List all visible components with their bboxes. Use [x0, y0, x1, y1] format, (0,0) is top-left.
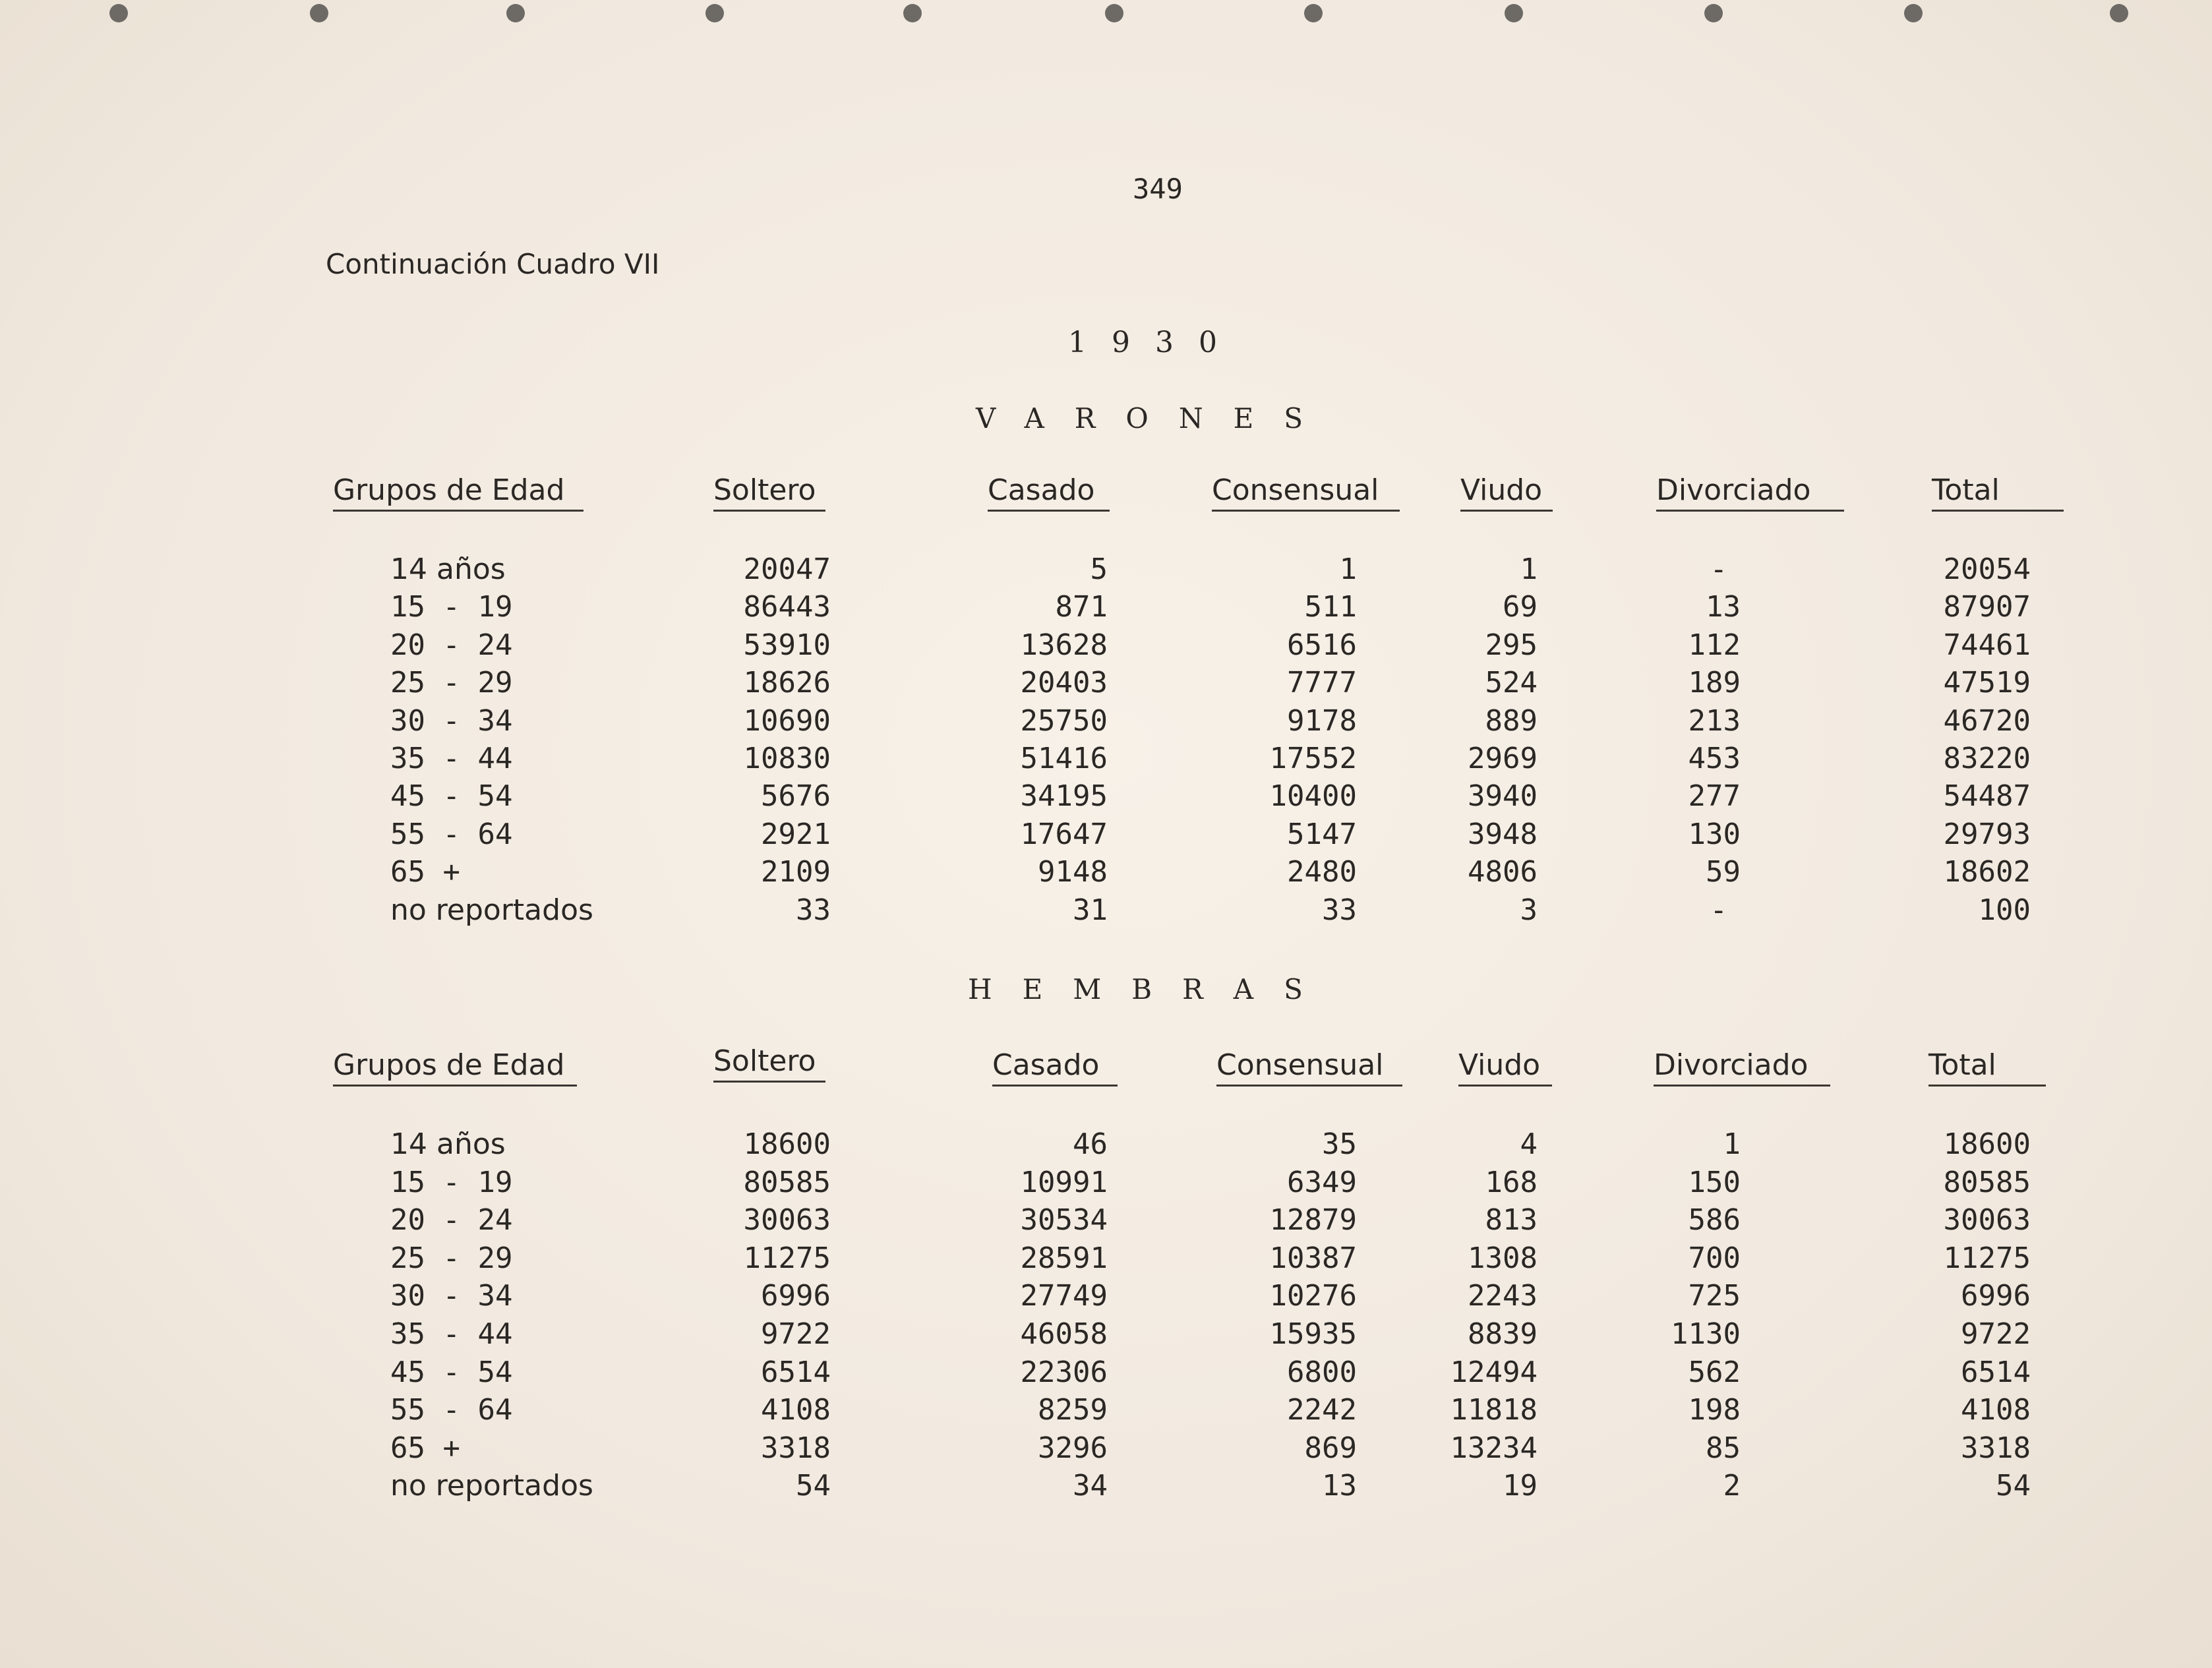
- binder-hole-icon: [310, 4, 328, 22]
- cell-grupo: 25 - 29: [390, 1241, 513, 1275]
- cell-casado: 3296: [1038, 1431, 1108, 1465]
- cell-consensual: 6800: [1287, 1355, 1357, 1389]
- cell-grupo: 55 - 64: [390, 1393, 513, 1427]
- cell-grupo: 30 - 34: [390, 703, 513, 738]
- header-grupos: Grupos de Edad: [333, 473, 583, 512]
- cell-viudo: 11818: [1450, 1393, 1538, 1427]
- cell-viudo: 13234: [1450, 1431, 1538, 1465]
- cell-consensual: 9178: [1287, 703, 1357, 738]
- cell-viudo: 69: [1503, 590, 1538, 624]
- cell-divorciado: 453: [1688, 742, 1741, 775]
- table-row: [0, 1241, 2212, 1278]
- cell-consensual: 33: [1322, 893, 1357, 927]
- cell-divorciado: 2: [1723, 1469, 1741, 1503]
- cell-viudo: 295: [1485, 628, 1538, 662]
- cell-soltero: 20047: [743, 552, 831, 586]
- table-row: [0, 818, 2212, 854]
- cell-viudo: 2969: [1468, 742, 1538, 775]
- cell-casado: 25750: [1020, 703, 1108, 738]
- cell-grupo: no reportados: [390, 1469, 593, 1503]
- cell-consensual: 2242: [1287, 1393, 1357, 1427]
- table-row: [0, 666, 2212, 703]
- cell-casado: 5: [1090, 552, 1108, 586]
- cell-soltero: 54: [796, 1469, 831, 1503]
- cell-viudo: 4806: [1468, 855, 1538, 889]
- cell-total: 11275: [1943, 1241, 2031, 1275]
- cell-soltero: 6996: [761, 1279, 831, 1313]
- cell-casado: 28591: [1020, 1241, 1108, 1275]
- cell-total: 54487: [1943, 779, 2031, 814]
- cell-soltero: 86443: [743, 590, 831, 624]
- cell-consensual: 10400: [1269, 779, 1357, 814]
- cell-total: 54: [1996, 1469, 2031, 1503]
- cell-casado: 8259: [1038, 1393, 1108, 1427]
- binder-holes: [0, 0, 2212, 40]
- cell-consensual: 17552: [1269, 742, 1357, 775]
- cell-total: 74461: [1943, 628, 2031, 662]
- cell-divorciado: 13: [1706, 590, 1741, 624]
- cell-total: 9722: [1961, 1317, 2031, 1351]
- cell-total: 29793: [1943, 817, 2031, 851]
- cell-grupo: 65 +: [390, 855, 460, 889]
- section-title-varones: VARONES: [976, 402, 1334, 434]
- cell-divorciado: 1130: [1671, 1317, 1741, 1351]
- header-total: Total: [1928, 1048, 2046, 1087]
- cell-casado: 17647: [1020, 817, 1108, 851]
- cell-consensual: 1: [1339, 552, 1357, 586]
- table-row: [0, 1469, 2212, 1506]
- cell-divorciado: 213: [1688, 703, 1741, 738]
- binder-hole-icon: [1904, 4, 1923, 22]
- cell-casado: 31: [1073, 893, 1108, 927]
- cell-viudo: 2243: [1468, 1279, 1538, 1313]
- header-viudo: Viudo: [1458, 1048, 1552, 1087]
- binder-hole-icon: [705, 4, 724, 22]
- cell-viudo: 19: [1503, 1469, 1538, 1503]
- cell-divorciado: 725: [1688, 1279, 1741, 1313]
- header-total: Total: [1932, 473, 2064, 512]
- cell-viudo: 1308: [1468, 1241, 1538, 1275]
- cell-grupo: no reportados: [390, 893, 593, 927]
- cell-casado: 34: [1073, 1469, 1108, 1503]
- cell-divorciado: 150: [1688, 1165, 1741, 1199]
- cell-divorciado: 112: [1688, 628, 1741, 662]
- cell-grupo: 55 - 64: [390, 817, 513, 851]
- cell-casado: 10991: [1020, 1165, 1108, 1199]
- cell-viudo: 813: [1485, 1203, 1538, 1237]
- cell-casado: 51416: [1020, 742, 1108, 775]
- cell-grupo: 15 - 19: [390, 1165, 513, 1199]
- table-row: [0, 742, 2212, 779]
- cell-soltero: 2921: [761, 817, 831, 851]
- cell-soltero: 33: [796, 893, 831, 927]
- table-row: [0, 552, 2212, 589]
- cell-total: 30063: [1943, 1203, 2031, 1237]
- cell-total: 47519: [1943, 666, 2031, 700]
- cell-consensual: 10387: [1269, 1241, 1357, 1275]
- cell-consensual: 12879: [1269, 1203, 1357, 1237]
- cell-soltero: 9722: [761, 1317, 831, 1351]
- cell-soltero: 30063: [743, 1203, 831, 1237]
- cell-grupo: 20 - 24: [390, 628, 513, 662]
- table-row: [0, 628, 2212, 665]
- cell-grupo: 35 - 44: [390, 1317, 513, 1351]
- cell-viudo: 8839: [1468, 1317, 1538, 1351]
- cell-grupo: 45 - 54: [390, 779, 513, 814]
- cell-divorciado: 189: [1688, 666, 1741, 700]
- binder-hole-icon: [1505, 4, 1523, 22]
- cell-soltero: 4108: [761, 1393, 831, 1427]
- cell-casado: 22306: [1020, 1355, 1108, 1389]
- cell-divorciado: 562: [1688, 1355, 1741, 1389]
- cell-divorciado: -: [1710, 893, 1727, 927]
- cell-viudo: 3: [1520, 893, 1538, 927]
- table-row: [0, 855, 2212, 892]
- cell-divorciado: 59: [1706, 855, 1741, 889]
- header-soltero: Soltero: [713, 1044, 825, 1083]
- page-number: 349: [1133, 173, 1183, 205]
- header-consensual: Consensual: [1216, 1048, 1402, 1087]
- cell-casado: 46058: [1020, 1317, 1108, 1351]
- cell-total: 18602: [1943, 855, 2031, 889]
- cell-consensual: 5147: [1287, 817, 1357, 851]
- cell-viudo: 1: [1520, 552, 1538, 586]
- header-divorciado: Divorciado: [1654, 1048, 1830, 1087]
- cell-soltero: 80585: [743, 1165, 831, 1199]
- table-row: [0, 1127, 2212, 1164]
- cell-divorciado: 198: [1688, 1393, 1741, 1427]
- cell-divorciado: -: [1710, 552, 1727, 586]
- cell-soltero: 11275: [743, 1241, 831, 1275]
- cell-consensual: 13: [1322, 1469, 1357, 1503]
- table-row: [0, 704, 2212, 741]
- cell-soltero: 53910: [743, 628, 831, 662]
- header-viudo: Viudo: [1460, 473, 1553, 512]
- cell-total: 6514: [1961, 1355, 2031, 1389]
- cell-divorciado: 700: [1688, 1241, 1741, 1275]
- cell-consensual: 869: [1304, 1431, 1357, 1465]
- continuation-label: Continuación Cuadro VII: [326, 248, 660, 280]
- cell-consensual: 35: [1322, 1127, 1357, 1161]
- cell-total: 18600: [1943, 1127, 2031, 1161]
- table-row: [0, 1279, 2212, 1316]
- cell-casado: 871: [1055, 590, 1108, 624]
- cell-consensual: 2480: [1287, 855, 1357, 889]
- table-row: [0, 1431, 2212, 1468]
- cell-casado: 34195: [1020, 779, 1108, 814]
- cell-total: 3318: [1961, 1431, 2031, 1465]
- cell-total: 83220: [1943, 742, 2031, 775]
- cell-casado: 27749: [1020, 1279, 1108, 1313]
- cell-soltero: 2109: [761, 855, 831, 889]
- header-divorciado: Divorciado: [1656, 473, 1844, 512]
- cell-consensual: 15935: [1269, 1317, 1357, 1351]
- header-casado: Casado: [992, 1048, 1118, 1087]
- cell-consensual: 10276: [1269, 1279, 1357, 1313]
- cell-viudo: 3940: [1468, 779, 1538, 814]
- cell-total: 80585: [1943, 1165, 2031, 1199]
- table-row: [0, 1317, 2212, 1354]
- cell-consensual: 7777: [1287, 666, 1357, 700]
- cell-grupo: 14 años: [390, 1127, 506, 1161]
- cell-consensual: 6349: [1287, 1165, 1357, 1199]
- cell-soltero: 6514: [761, 1355, 831, 1389]
- binder-hole-icon: [1105, 4, 1123, 22]
- cell-divorciado: 85: [1706, 1431, 1741, 1465]
- cell-viudo: 4: [1520, 1127, 1538, 1161]
- binder-hole-icon: [2110, 4, 2128, 22]
- cell-grupo: 14 años: [390, 552, 506, 586]
- cell-viudo: 12494: [1450, 1355, 1538, 1389]
- cell-soltero: 5676: [761, 779, 831, 814]
- year-heading: 1930: [1068, 326, 1242, 359]
- cell-grupo: 45 - 54: [390, 1355, 513, 1389]
- cell-viudo: 168: [1485, 1165, 1538, 1199]
- table-row: [0, 1393, 2212, 1430]
- cell-grupo: 35 - 44: [390, 742, 513, 775]
- cell-divorciado: 1: [1723, 1127, 1741, 1161]
- cell-grupo: 15 - 19: [390, 590, 513, 624]
- cell-total: 6996: [1961, 1279, 2031, 1313]
- cell-soltero: 3318: [761, 1431, 831, 1465]
- cell-grupo: 25 - 29: [390, 666, 513, 700]
- cell-casado: 30534: [1020, 1203, 1108, 1237]
- cell-casado: 9148: [1038, 855, 1108, 889]
- header-casado: Casado: [988, 473, 1110, 512]
- section-title-hembras: HEMBRAS: [968, 973, 1333, 1005]
- cell-casado: 13628: [1020, 628, 1108, 662]
- cell-consensual: 6516: [1287, 628, 1357, 662]
- cell-divorciado: 586: [1688, 1203, 1741, 1237]
- table-row: [0, 1355, 2212, 1392]
- binder-hole-icon: [506, 4, 525, 22]
- cell-soltero: 10690: [743, 703, 831, 738]
- cell-soltero: 18600: [743, 1127, 831, 1161]
- table-row: [0, 1166, 2212, 1203]
- cell-casado: 20403: [1020, 666, 1108, 700]
- table-row: [0, 1203, 2212, 1240]
- header-grupos: Grupos de Edad: [333, 1048, 577, 1087]
- cell-consensual: 511: [1304, 590, 1357, 624]
- cell-soltero: 10830: [743, 742, 831, 775]
- cell-total: 100: [1978, 893, 2031, 927]
- cell-viudo: 3948: [1468, 817, 1538, 851]
- cell-grupo: 20 - 24: [390, 1203, 513, 1237]
- binder-hole-icon: [903, 4, 922, 22]
- table-row: [0, 590, 2212, 627]
- binder-hole-icon: [1304, 4, 1323, 22]
- cell-divorciado: 277: [1688, 779, 1741, 814]
- cell-soltero: 18626: [743, 666, 831, 700]
- cell-grupo: 30 - 34: [390, 1279, 513, 1313]
- cell-viudo: 889: [1485, 703, 1538, 738]
- cell-divorciado: 130: [1688, 817, 1741, 851]
- table-row: [0, 893, 2212, 930]
- cell-viudo: 524: [1485, 666, 1538, 700]
- cell-total: 20054: [1943, 552, 2031, 586]
- binder-hole-icon: [109, 4, 128, 22]
- cell-total: 4108: [1961, 1393, 2031, 1427]
- cell-total: 87907: [1943, 590, 2031, 624]
- table-row: [0, 779, 2212, 816]
- cell-grupo: 65 +: [390, 1431, 460, 1465]
- binder-hole-icon: [1704, 4, 1723, 22]
- cell-total: 46720: [1943, 703, 2031, 738]
- cell-casado: 46: [1073, 1127, 1108, 1161]
- header-soltero: Soltero: [713, 473, 825, 512]
- header-consensual: Consensual: [1212, 473, 1400, 512]
